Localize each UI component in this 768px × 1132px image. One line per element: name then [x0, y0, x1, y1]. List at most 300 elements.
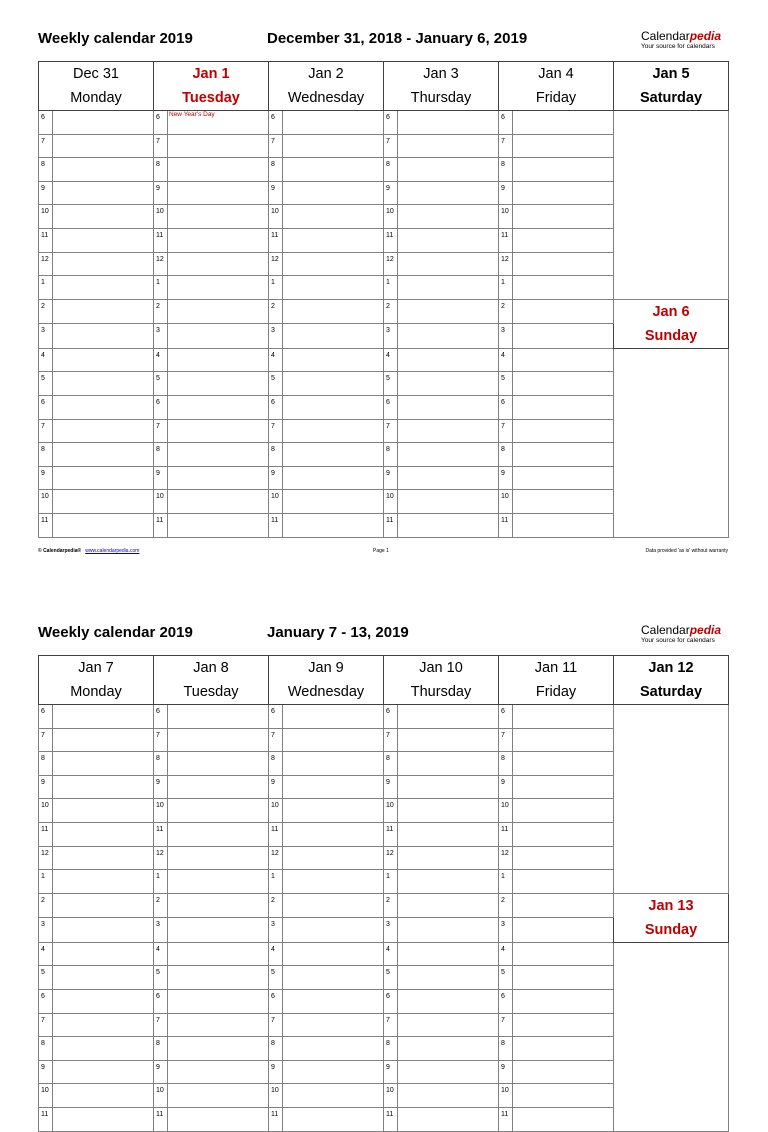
- time-slot[interactable]: [283, 276, 384, 300]
- time-slot[interactable]: [513, 1107, 614, 1131]
- day-date: Dec 31: [73, 66, 119, 82]
- hour-row: [39, 942, 729, 966]
- time-slot[interactable]: [398, 775, 499, 799]
- hour-label: 7: [499, 419, 513, 443]
- time-slot[interactable]: [513, 870, 614, 894]
- time-slot[interactable]: [398, 324, 499, 349]
- day-header: [39, 656, 154, 705]
- time-slot[interactable]: [168, 775, 269, 799]
- calendarpedia-logo[interactable]: Calendarpedia Your source for calendars: [641, 29, 722, 50]
- hour-label: 12: [384, 846, 398, 870]
- time-slot[interactable]: [168, 893, 269, 918]
- hour-label: 2: [384, 299, 398, 324]
- hour-label: 3: [39, 324, 53, 349]
- hour-label: 2: [39, 893, 53, 918]
- time-slot[interactable]: [513, 228, 614, 252]
- time-slot[interactable]: [513, 348, 614, 372]
- time-slot[interactable]: [283, 705, 384, 729]
- time-slot[interactable]: [168, 228, 269, 252]
- time-slot[interactable]: [513, 490, 614, 514]
- time-slot[interactable]: [398, 942, 499, 966]
- sunday-slot[interactable]: [614, 348, 729, 537]
- time-slot[interactable]: [53, 775, 154, 799]
- time-slot[interactable]: [53, 419, 154, 443]
- day-date: Jan 4: [538, 66, 574, 82]
- hour-label: 9: [154, 466, 168, 490]
- hour-label: 12: [39, 252, 53, 276]
- hour-label: 10: [154, 799, 168, 823]
- time-slot[interactable]: [53, 705, 154, 729]
- time-slot[interactable]: [283, 419, 384, 443]
- time-slot[interactable]: [513, 705, 614, 729]
- hour-label: 1: [384, 870, 398, 894]
- time-slot[interactable]: [398, 205, 499, 229]
- hour-row: [39, 705, 729, 729]
- time-slot[interactable]: [168, 752, 269, 776]
- time-slot[interactable]: [53, 918, 154, 943]
- time-slot[interactable]: [53, 490, 154, 514]
- time-slot[interactable]: [513, 324, 614, 349]
- time-slot[interactable]: [53, 1084, 154, 1108]
- hour-label: 6: [269, 705, 283, 729]
- time-slot[interactable]: [168, 395, 269, 419]
- time-slot[interactable]: [398, 276, 499, 300]
- hour-label: 4: [499, 348, 513, 372]
- hour-label: 11: [269, 822, 283, 846]
- time-slot[interactable]: [168, 158, 269, 182]
- time-slot[interactable]: [53, 324, 154, 349]
- hour-label: 10: [39, 1084, 53, 1108]
- hour-label: 6: [499, 111, 513, 135]
- time-slot[interactable]: [283, 372, 384, 396]
- time-slot[interactable]: [168, 252, 269, 276]
- hour-label: 2: [499, 299, 513, 324]
- hour-label: 8: [269, 158, 283, 182]
- time-slot[interactable]: [398, 846, 499, 870]
- hour-label: 9: [499, 1060, 513, 1084]
- time-slot[interactable]: [168, 870, 269, 894]
- hour-label: 8: [154, 443, 168, 467]
- time-slot[interactable]: [168, 1084, 269, 1108]
- time-slot[interactable]: [168, 299, 269, 324]
- hour-label: 5: [269, 372, 283, 396]
- hour-label: 2: [39, 299, 53, 324]
- time-slot[interactable]: [513, 942, 614, 966]
- time-slot[interactable]: [513, 299, 614, 324]
- time-slot[interactable]: [168, 918, 269, 943]
- time-slot[interactable]: [513, 466, 614, 490]
- time-slot[interactable]: [283, 466, 384, 490]
- hour-label: 3: [499, 324, 513, 349]
- time-slot[interactable]: [283, 1107, 384, 1131]
- time-slot[interactable]: [513, 989, 614, 1013]
- time-slot[interactable]: [513, 728, 614, 752]
- time-slot[interactable]: [398, 513, 499, 537]
- time-slot[interactable]: [398, 1060, 499, 1084]
- time-slot[interactable]: [283, 799, 384, 823]
- hour-label: 11: [154, 1107, 168, 1131]
- time-slot[interactable]: [283, 228, 384, 252]
- day-date: Jan 6: [652, 303, 690, 320]
- hour-label: 7: [39, 1013, 53, 1037]
- hour-label: 6: [269, 111, 283, 135]
- hour-label: 8: [154, 1037, 168, 1061]
- time-slot[interactable]: [53, 205, 154, 229]
- time-slot[interactable]: [53, 513, 154, 537]
- hour-label: 3: [39, 918, 53, 943]
- hour-label: 7: [154, 728, 168, 752]
- hour-label: 8: [39, 1037, 53, 1061]
- time-slot[interactable]: [168, 466, 269, 490]
- time-slot[interactable]: [53, 966, 154, 990]
- saturday-header: [614, 656, 729, 705]
- hour-label: 8: [384, 443, 398, 467]
- hour-label: 7: [499, 728, 513, 752]
- time-slot[interactable]: [168, 846, 269, 870]
- time-slot[interactable]: [283, 324, 384, 349]
- time-slot[interactable]: [513, 276, 614, 300]
- time-slot[interactable]: [53, 466, 154, 490]
- week-grid: [38, 655, 729, 1132]
- time-slot[interactable]: [283, 158, 384, 182]
- time-slot[interactable]: [513, 158, 614, 182]
- hour-label: 7: [499, 134, 513, 158]
- time-slot[interactable]: [283, 490, 384, 514]
- day-header-row: [39, 656, 729, 705]
- time-slot[interactable]: [53, 299, 154, 324]
- time-slot[interactable]: [283, 111, 384, 135]
- time-slot[interactable]: [398, 728, 499, 752]
- time-slot[interactable]: [398, 1037, 499, 1061]
- time-slot[interactable]: [398, 466, 499, 490]
- time-slot[interactable]: [283, 252, 384, 276]
- time-slot[interactable]: [53, 443, 154, 467]
- time-slot[interactable]: [513, 846, 614, 870]
- time-slot[interactable]: [53, 252, 154, 276]
- hour-label: 9: [269, 181, 283, 205]
- time-slot[interactable]: [283, 752, 384, 776]
- time-slot[interactable]: [53, 1013, 154, 1037]
- hour-label: 11: [154, 228, 168, 252]
- time-slot[interactable]: [398, 1107, 499, 1131]
- time-slot[interactable]: [513, 799, 614, 823]
- hour-label: 4: [269, 942, 283, 966]
- hour-label: 11: [269, 513, 283, 537]
- time-slot[interactable]: [398, 443, 499, 467]
- time-slot[interactable]: [513, 918, 614, 943]
- time-slot[interactable]: [168, 419, 269, 443]
- hour-label: 1: [269, 870, 283, 894]
- time-slot[interactable]: [168, 942, 269, 966]
- time-slot[interactable]: [53, 276, 154, 300]
- hour-label: 10: [39, 490, 53, 514]
- hour-label: 7: [384, 728, 398, 752]
- hour-label: 1: [39, 276, 53, 300]
- hour-label: 10: [384, 799, 398, 823]
- time-slot[interactable]: [283, 348, 384, 372]
- time-slot[interactable]: [283, 918, 384, 943]
- time-slot[interactable]: [398, 822, 499, 846]
- time-slot[interactable]: [398, 705, 499, 729]
- hour-label: 11: [384, 513, 398, 537]
- time-slot[interactable]: [168, 728, 269, 752]
- time-slot[interactable]: [398, 1013, 499, 1037]
- hour-label: 8: [39, 158, 53, 182]
- time-slot[interactable]: [398, 181, 499, 205]
- hour-label: 9: [269, 1060, 283, 1084]
- time-slot[interactable]: [168, 490, 269, 514]
- hour-label: 1: [499, 870, 513, 894]
- day-header: [269, 62, 384, 111]
- time-slot[interactable]: [398, 299, 499, 324]
- hour-label: 3: [154, 918, 168, 943]
- page-footer: © Calendarpedia® www.calendarpedia.com Page 1 Data provided 'as is' without warranty: [38, 548, 728, 554]
- sunday-slot[interactable]: [614, 942, 729, 1131]
- hour-label: 2: [499, 893, 513, 918]
- time-slot[interactable]: [513, 372, 614, 396]
- hour-label: 2: [269, 893, 283, 918]
- hour-label: 5: [384, 372, 398, 396]
- hour-label: 9: [154, 1060, 168, 1084]
- hour-label: 7: [39, 419, 53, 443]
- time-slot[interactable]: [283, 942, 384, 966]
- time-slot[interactable]: [53, 158, 154, 182]
- time-slot[interactable]: [283, 870, 384, 894]
- hour-label: 8: [384, 158, 398, 182]
- time-slot[interactable]: [168, 989, 269, 1013]
- time-slot[interactable]: [283, 205, 384, 229]
- time-slot[interactable]: [168, 134, 269, 158]
- time-slot[interactable]: [398, 111, 499, 135]
- hour-label: 6: [499, 395, 513, 419]
- time-slot[interactable]: [168, 205, 269, 229]
- time-slot[interactable]: [168, 822, 269, 846]
- hour-label: 8: [269, 443, 283, 467]
- time-slot[interactable]: [283, 299, 384, 324]
- day-weekday: Friday: [535, 684, 577, 700]
- time-slot[interactable]: [513, 111, 614, 135]
- time-slot[interactable]: [53, 870, 154, 894]
- time-slot[interactable]: [283, 443, 384, 467]
- hour-label: 1: [384, 276, 398, 300]
- time-slot[interactable]: [283, 395, 384, 419]
- time-slot[interactable]: [398, 372, 499, 396]
- hour-label: 1: [154, 276, 168, 300]
- time-slot[interactable]: [398, 252, 499, 276]
- time-slot[interactable]: [283, 1013, 384, 1037]
- time-slot[interactable]: [53, 893, 154, 918]
- hour-label: 9: [499, 466, 513, 490]
- time-slot[interactable]: [513, 252, 614, 276]
- time-slot[interactable]: [53, 1107, 154, 1131]
- hour-label: 6: [154, 989, 168, 1013]
- hour-label: 5: [154, 372, 168, 396]
- day-weekday: Tuesday: [182, 90, 240, 106]
- time-slot[interactable]: [168, 1013, 269, 1037]
- day-date: Jan 1: [192, 66, 230, 82]
- time-slot[interactable]: [513, 752, 614, 776]
- hour-label: 12: [384, 252, 398, 276]
- day-weekday: Saturday: [639, 90, 703, 106]
- time-slot[interactable]: [283, 822, 384, 846]
- hour-label: 12: [39, 846, 53, 870]
- time-slot[interactable]: [513, 1084, 614, 1108]
- day-header: [154, 62, 269, 111]
- hour-label: 10: [39, 799, 53, 823]
- time-slot[interactable]: [53, 1060, 154, 1084]
- time-slot[interactable]: [398, 1084, 499, 1108]
- time-slot[interactable]: [398, 870, 499, 894]
- hour-label: 11: [499, 513, 513, 537]
- time-slot[interactable]: [168, 324, 269, 349]
- hour-label: 1: [154, 870, 168, 894]
- time-slot[interactable]: [168, 181, 269, 205]
- time-slot[interactable]: [398, 893, 499, 918]
- hour-label: 7: [269, 419, 283, 443]
- time-slot[interactable]: [283, 1037, 384, 1061]
- time-slot[interactable]: [513, 395, 614, 419]
- time-slot[interactable]: [283, 1084, 384, 1108]
- time-slot[interactable]: [513, 775, 614, 799]
- time-slot[interactable]: [283, 513, 384, 537]
- saturday-slot[interactable]: [614, 111, 729, 300]
- day-date: Jan 8: [193, 660, 229, 676]
- time-slot[interactable]: [283, 134, 384, 158]
- time-slot[interactable]: [513, 966, 614, 990]
- time-slot[interactable]: [513, 443, 614, 467]
- time-slot[interactable]: [513, 1013, 614, 1037]
- hour-label: 4: [154, 348, 168, 372]
- hour-label: 8: [269, 752, 283, 776]
- time-slot[interactable]: [53, 1037, 154, 1061]
- hour-label: 4: [269, 348, 283, 372]
- hour-label: 10: [154, 490, 168, 514]
- time-slot[interactable]: [168, 1037, 269, 1061]
- day-weekday: Monday: [70, 90, 122, 106]
- calendarpedia-link[interactable]: www.calendarpedia.com: [85, 548, 140, 554]
- hour-label: 6: [499, 989, 513, 1013]
- hour-label: 10: [269, 1084, 283, 1108]
- time-slot[interactable]: [168, 705, 269, 729]
- time-slot[interactable]: [53, 134, 154, 158]
- time-slot[interactable]: [53, 799, 154, 823]
- time-slot[interactable]: [398, 752, 499, 776]
- time-slot[interactable]: [398, 134, 499, 158]
- time-slot[interactable]: [283, 893, 384, 918]
- time-slot[interactable]: [283, 728, 384, 752]
- hour-label: 10: [384, 490, 398, 514]
- time-slot[interactable]: [398, 395, 499, 419]
- time-slot[interactable]: [513, 513, 614, 537]
- hour-label: 6: [39, 111, 53, 135]
- time-slot[interactable]: [513, 134, 614, 158]
- time-slot[interactable]: [398, 799, 499, 823]
- time-slot[interactable]: [53, 395, 154, 419]
- day-date: Jan 9: [308, 660, 344, 676]
- hour-label: 10: [269, 205, 283, 229]
- time-slot[interactable]: [513, 1060, 614, 1084]
- time-slot[interactable]: [168, 372, 269, 396]
- time-slot[interactable]: [398, 918, 499, 943]
- time-slot[interactable]: [53, 822, 154, 846]
- hour-label: 7: [154, 1013, 168, 1037]
- hour-label: 3: [269, 918, 283, 943]
- day-header: [154, 656, 269, 705]
- hour-label: 10: [39, 205, 53, 229]
- time-slot[interactable]: [168, 966, 269, 990]
- hour-label: 11: [384, 228, 398, 252]
- hour-label: 1: [499, 276, 513, 300]
- time-slot[interactable]: [53, 348, 154, 372]
- time-slot[interactable]: [53, 942, 154, 966]
- time-slot[interactable]: [398, 419, 499, 443]
- time-slot[interactable]: [168, 513, 269, 537]
- time-slot[interactable]: [168, 348, 269, 372]
- time-slot[interactable]: [398, 348, 499, 372]
- time-slot[interactable]: [53, 752, 154, 776]
- time-slot[interactable]: [283, 989, 384, 1013]
- time-slot[interactable]: [168, 1060, 269, 1084]
- hour-label: 5: [154, 966, 168, 990]
- day-weekday: Wednesday: [287, 90, 365, 106]
- time-slot[interactable]: [53, 728, 154, 752]
- hour-label: 9: [39, 1060, 53, 1084]
- hour-label: 3: [499, 918, 513, 943]
- time-slot[interactable]: [53, 372, 154, 396]
- time-slot[interactable]: [398, 966, 499, 990]
- time-slot[interactable]: [168, 1107, 269, 1131]
- time-slot[interactable]: [168, 111, 269, 135]
- time-slot[interactable]: [513, 205, 614, 229]
- time-slot[interactable]: [283, 1060, 384, 1084]
- time-slot[interactable]: [283, 181, 384, 205]
- time-slot[interactable]: [53, 989, 154, 1013]
- hour-label: 8: [499, 1037, 513, 1061]
- hour-label: 5: [384, 966, 398, 990]
- time-slot[interactable]: [398, 158, 499, 182]
- time-slot[interactable]: [513, 1037, 614, 1061]
- saturday-slot[interactable]: [614, 705, 729, 894]
- hour-label: 8: [39, 443, 53, 467]
- time-slot[interactable]: [168, 443, 269, 467]
- time-slot[interactable]: [283, 775, 384, 799]
- time-slot[interactable]: [513, 822, 614, 846]
- calendarpedia-logo[interactable]: Calendarpedia Your source for calendars: [641, 623, 722, 644]
- hour-label: 6: [384, 395, 398, 419]
- time-slot[interactable]: [398, 989, 499, 1013]
- hour-row: [39, 299, 729, 324]
- time-slot[interactable]: [53, 111, 154, 135]
- time-slot[interactable]: [53, 181, 154, 205]
- hour-label: 8: [384, 1037, 398, 1061]
- time-slot[interactable]: [513, 893, 614, 918]
- time-slot[interactable]: [53, 228, 154, 252]
- time-slot[interactable]: [283, 846, 384, 870]
- time-slot[interactable]: [168, 276, 269, 300]
- hour-label: 11: [39, 513, 53, 537]
- time-slot[interactable]: [398, 228, 499, 252]
- time-slot[interactable]: [513, 181, 614, 205]
- day-weekday: Friday: [535, 90, 577, 106]
- time-slot[interactable]: [398, 490, 499, 514]
- time-slot[interactable]: [53, 846, 154, 870]
- saturday-header: [614, 62, 729, 111]
- hour-label: 7: [39, 134, 53, 158]
- time-slot[interactable]: [168, 799, 269, 823]
- time-slot[interactable]: [283, 966, 384, 990]
- time-slot[interactable]: [513, 419, 614, 443]
- hour-label: 8: [269, 1037, 283, 1061]
